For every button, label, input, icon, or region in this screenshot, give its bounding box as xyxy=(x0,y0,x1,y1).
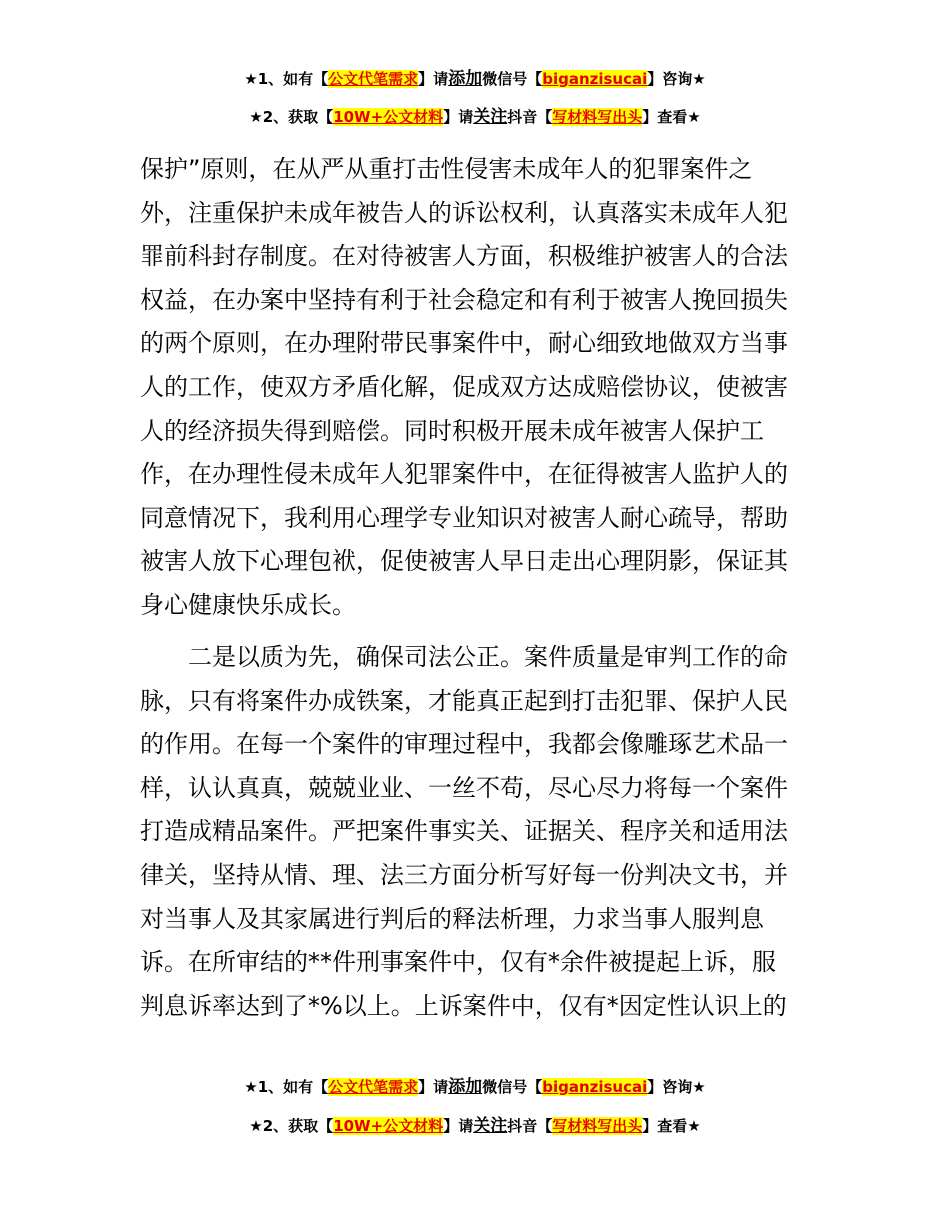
text-line: 作，在办理性侵未成年人犯罪案件中，在征得被害人监护人的 xyxy=(140,460,788,489)
header-line2-suffix: 】查看★ xyxy=(642,108,701,126)
footer-line1-underlined: 添加 xyxy=(448,1077,483,1097)
text-line: 权益，在办案中坚持有利于社会稳定和有利于被害人挽回损失 xyxy=(140,285,788,314)
text-line: 被害人放下心理包袱，促使被害人早日走出心理阴影，保证其 xyxy=(140,547,788,576)
footer-line1-text2: 微信号【 xyxy=(482,1078,543,1096)
header-line2-prefix: ★2、获取【 xyxy=(249,108,334,126)
paragraph-1 xyxy=(140,148,812,628)
text-line: 的作用。在每一个案件的审理过程中，我都会像雕琢艺术品一 xyxy=(140,730,788,759)
footer-line1-text: 】请 xyxy=(418,1078,449,1096)
header-wechat-id: biganzisucai xyxy=(542,70,648,88)
footer-line2-text: 】请 xyxy=(443,1117,474,1135)
text-line: 打造成精品案件。严把案件事实关、证据关、程序关和适用法 xyxy=(140,817,788,846)
text-line: 人的工作，使双方矛盾化解，促成双方达成赔偿协议，使被害 xyxy=(140,372,788,401)
text-line: 律关，坚持从情、理、法三方面分析写好每一份判决文书，并 xyxy=(140,860,788,889)
footer-douyin-id: 写材料写出头 xyxy=(552,1117,643,1135)
text-line: 保护”原则，在从严从重打击性侵害未成年人的犯罪案件之 xyxy=(140,155,753,183)
paragraph-2 xyxy=(140,636,812,1028)
footer-wechat-id: biganzisucai xyxy=(542,1078,648,1096)
header-line1-underlined: 添加 xyxy=(448,69,483,89)
text-line: 脉，只有将案件办成铁案，才能真正起到打击犯罪、保护人民 xyxy=(140,686,788,715)
header-line1-prefix: ★1、如有【 xyxy=(244,70,329,88)
footer-line1-highlight: 公文代笔需求 xyxy=(328,1078,419,1096)
footer-line2-underlined: 关注 xyxy=(473,1116,508,1136)
footer-line2-highlight: 10W+公文材料 xyxy=(333,1117,444,1135)
footer-line2-suffix: 】查看★ xyxy=(642,1117,701,1135)
footer-line1-prefix: ★1、如有【 xyxy=(244,1078,329,1096)
text-line: 身心健康快乐成长。 xyxy=(140,590,356,619)
text-line: 对当事人及其家属进行判后的释法析理，力求当事人服判息 xyxy=(140,904,764,933)
text-line: 罪前科封存制度。在对待被害人方面，积极维护被害人的合法 xyxy=(140,242,788,271)
header-line2-underlined: 关注 xyxy=(473,107,508,127)
header-ad-line-1 xyxy=(0,68,950,90)
footer-line2-text2: 抖音【 xyxy=(507,1117,553,1135)
header-line2-text2: 抖音【 xyxy=(507,108,553,126)
text-line: 同意情况下，我利用心理学专业知识对被害人耐心疏导，帮助 xyxy=(140,503,788,532)
text-line: 人的经济损失得到赔偿。同时积极开展未成年被害人保护工 xyxy=(140,416,764,445)
header-line2-text: 】请 xyxy=(443,108,474,126)
text-line: 外，注重保护未成年被告人的诉讼权利，认真落实未成年人犯 xyxy=(140,198,788,227)
footer-line1-suffix: 】咨询★ xyxy=(647,1078,706,1096)
text-line: 二是以质为先，确保司法公正。案件质量是审判工作的命 xyxy=(188,643,788,671)
text-line: 的两个原则，在办理附带民事案件中，耐心细致地做双方当事 xyxy=(140,329,788,358)
text-line: 样，认认真真，兢兢业业、一丝不苟，尽心尽力将每一个案件 xyxy=(140,773,788,802)
header-line1-highlight: 公文代笔需求 xyxy=(328,70,419,88)
footer-ad-line-2 xyxy=(0,1115,950,1137)
header-line2-highlight: 10W+公文材料 xyxy=(333,108,444,126)
header-ad-line-2 xyxy=(0,106,950,128)
text-line: 判息诉率达到了*%以上。上诉案件中，仅有*因定性认识上的 xyxy=(140,991,787,1020)
footer-ad-line-1 xyxy=(0,1076,950,1098)
header-line1-suffix: 】咨询★ xyxy=(647,70,706,88)
header-line1-text: 】请 xyxy=(418,70,449,88)
header-line1-text2: 微信号【 xyxy=(482,70,543,88)
footer-line2-prefix: ★2、获取【 xyxy=(249,1117,334,1135)
header-douyin-id: 写材料写出头 xyxy=(552,108,643,126)
text-line: 诉。在所审结的**件刑事案件中，仅有*余件被提起上诉，服 xyxy=(140,948,776,977)
